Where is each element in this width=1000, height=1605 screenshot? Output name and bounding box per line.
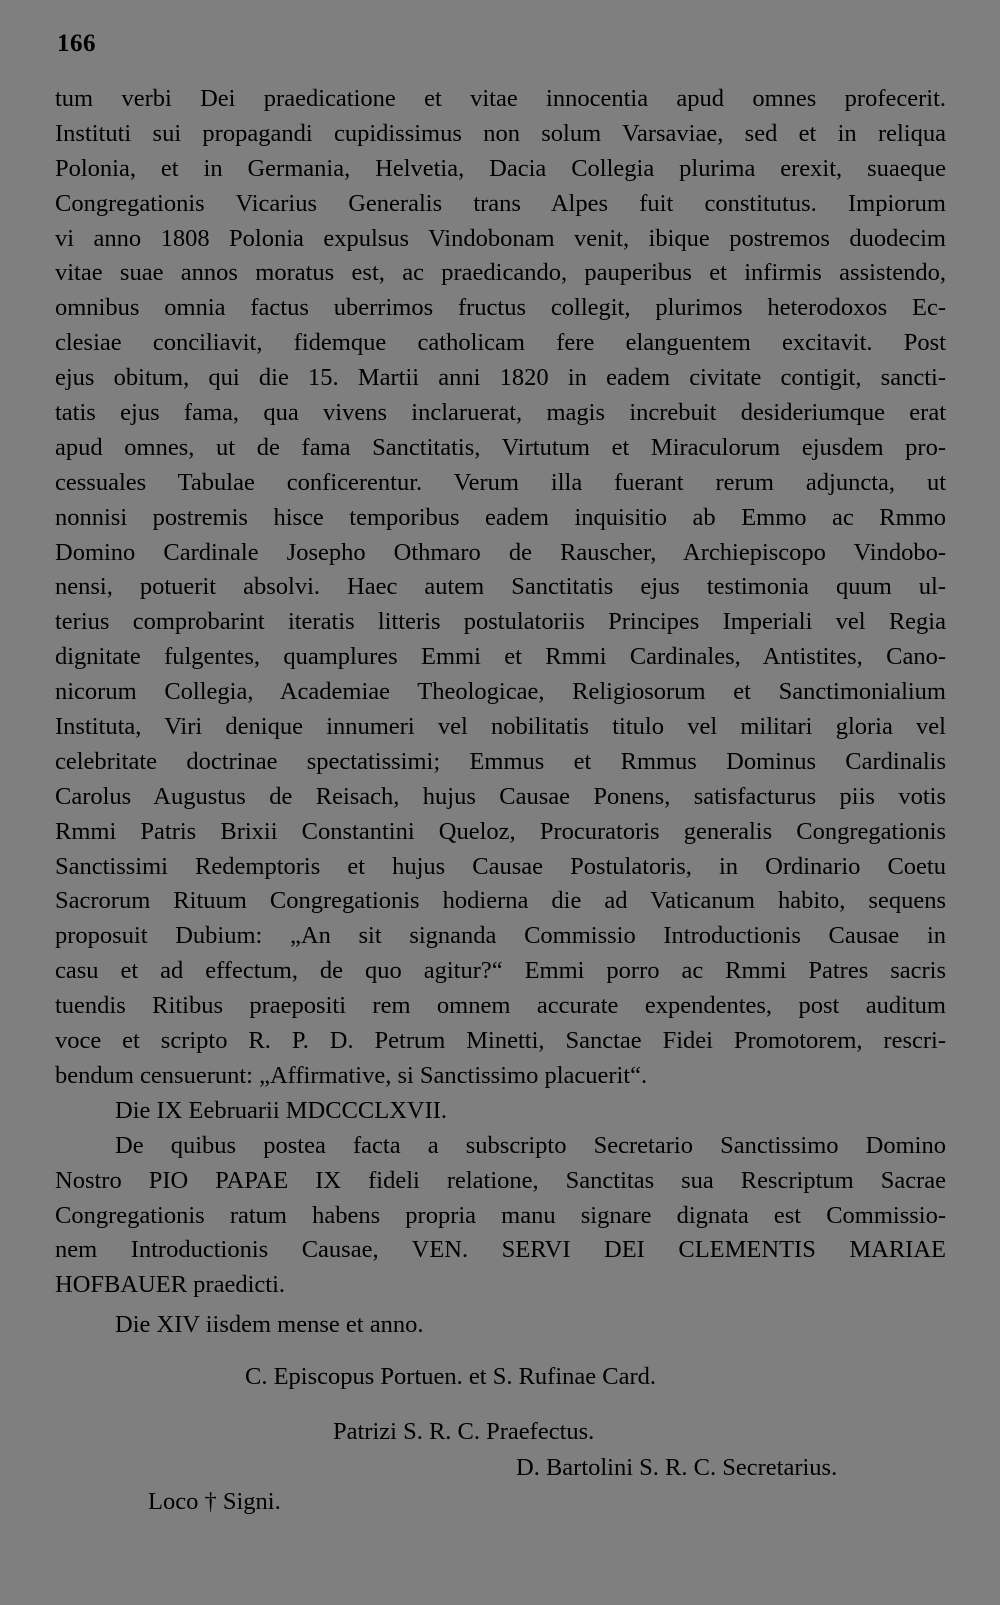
text-line: Carolus Augustus de Reisach, hujus Causae Ponens, satisfacturus piis votis (55, 782, 946, 810)
text-line: ejus obitum, qui die 15. Martii anni 1820 in eadem civitate contigit, sancti- (55, 364, 946, 392)
text-line: celebritate doctrinae spectatissimi; Emmus et Rmmus Dominus Cardinalis (55, 747, 946, 775)
text-line: cessuales Tabulae conficerentur. Verum illa fuerant rerum adjuncta, ut (55, 468, 946, 496)
text-line: Rmmi Patris Brixii Constantini Queloz, Procuratoris generalis Congregationis (55, 817, 946, 845)
text-line: vi anno 1808 Polonia expulsus Vindobonam venit, ibique postremos duodecim (55, 224, 946, 252)
decree-line: Congregationis ratum habens propria manu signare dignata est Commissio- (55, 1201, 946, 1229)
date-line: Die IX Eebruarii MDCCCLXVII. (115, 1096, 448, 1124)
text-line: Congregationis Vicarius Generalis trans Alpes fuit constitutus. Impiorum (55, 189, 946, 217)
text-line: tuendis Ritibus praepositi rem omnem accurate expendentes, post auditum (55, 992, 946, 1020)
text-line: Sacrorum Rituum Congregationis hodierna die ad Vaticanum habito, sequens (55, 887, 946, 915)
text-line: vitae suae annos moratus est, ac praedicando, pauperibus et infirmis assistendo, (55, 259, 946, 287)
text-line: omnibus omnia factus uberrimos fructus collegit, plurimos heterodoxos Ec- (55, 294, 946, 322)
decree-line: HOFBAUER praedicti. (55, 1271, 285, 1299)
text-line: clesiae conciliavit, fidemque catholicam fere elanguentem excitavit. Post (55, 329, 946, 357)
text-line: Domino Cardinale Josepho Othmaro de Rauscher, Archiepiscopo Vindobo- (55, 538, 946, 566)
text-line: tum verbi Dei praedicatione et vitae innocentia apud omnes profecerit. (55, 85, 946, 112)
text-line: apud omnes, ut de fama Sanctitatis, Virtutum et Miraculorum ejusdem pro- (55, 433, 946, 461)
text-line: nicorum Collegia, Academiae Theologicae, Religiosorum et Sanctimonialium (55, 678, 946, 706)
text-line: casu et ad effectum, de quo agitur?“ Emmi porro ac Rmmi Patres sacris (55, 957, 946, 985)
page-number: 166 (57, 30, 96, 57)
signature-date: Die XIV iisdem mense et anno. (115, 1311, 424, 1338)
text-line: nonnisi postremis hisce temporibus eadem inquisitio ab Emmo ac Rmmo (55, 503, 946, 531)
text-line: bendum censuerunt: „Affirmative, si Sanctissimo placuerit“. (55, 1061, 648, 1089)
decree-line: Nostro PIO PAPAE IX fideli relatione, Sanctitas sua Rescriptum Sacrae (55, 1166, 946, 1194)
signature-prefect: Patrizi S. R. C. Praefectus. (333, 1418, 595, 1445)
decree-line: De quibus postea facta a subscripto Secretario Sanctissimo Domino (115, 1131, 946, 1159)
text-line: tatis ejus fama, qua vivens inclaruerat, magis increbuit desideriumque erat (55, 399, 946, 427)
seal-place: Loco † Signi. (148, 1488, 281, 1515)
signature-secretary: D. Bartolini S. R. C. Secretarius. (516, 1454, 838, 1481)
text-line: terius comprobarint iteratis litteris postulatoriis Principes Imperiali vel Regia (55, 608, 946, 636)
main-text (55, 82, 946, 1303)
text-line: proposuit Dubium: „An sit signanda Commissio Introductionis Causae in (55, 922, 946, 950)
signature-cardinal: C. Episcopus Portuen. et S. Rufinae Card. (245, 1363, 657, 1390)
decree-line: nem Introductionis Causae, VEN. SERVI DEI CLEMENTIS MARIAE (55, 1236, 946, 1264)
text-line: voce et scripto R. P. D. Petrum Minetti, Sanctae Fidei Promotorem, rescri- (55, 1027, 946, 1055)
text-line: Instituti sui propagandi cupidissimus non solum Varsaviae, sed et in reliqua (55, 119, 946, 147)
text-line: nensi, potuerit absolvi. Haec autem Sanctitatis ejus testimonia quum ul- (55, 573, 946, 601)
text-line: Polonia, et in Germania, Helvetia, Dacia Collegia plurima erexit, suaeque (55, 154, 946, 182)
text-line: dignitate fulgentes, quamplures Emmi et Rmmi Cardinales, Antistites, Cano- (55, 643, 946, 671)
text-line: Sanctissimi Redemptoris et hujus Causae Postulatoris, in Ordinario Coetu (55, 852, 946, 880)
text-line: Instituta, Viri denique innumeri vel nobilitatis titulo vel militari gloria vel (55, 713, 946, 741)
